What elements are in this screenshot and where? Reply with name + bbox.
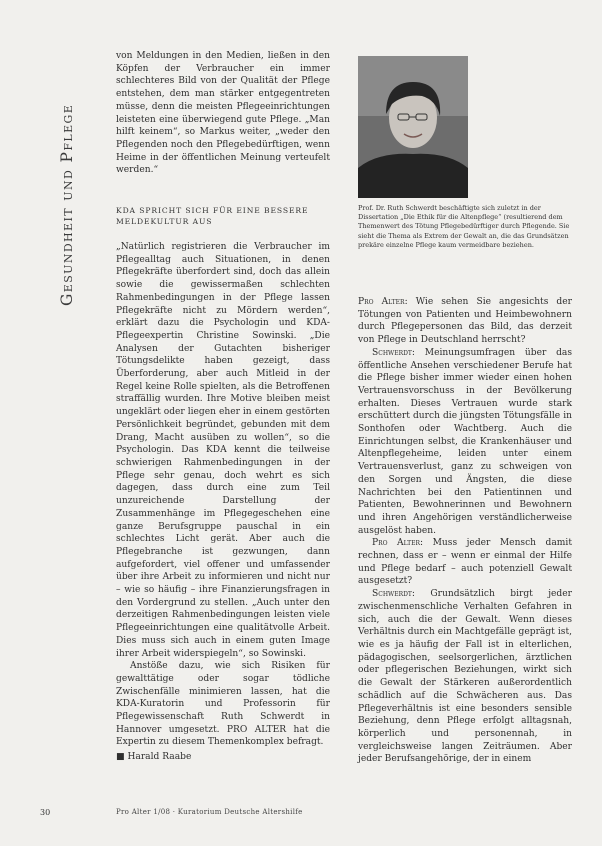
left-column <box>116 50 330 764</box>
side-title <box>58 66 98 306</box>
portrait-photo <box>358 56 468 198</box>
question-1: Wie sehen Sie angesichts der Tötungen von Patienten und Heimbewohnern durch Pflegepersonen das Bild, das derzeit von Pflege in Deutschland herrscht? <box>358 297 572 346</box>
page-number: 30 <box>40 808 51 817</box>
body-paragraph-1: „Natürlich registrieren die Verbraucher im Pflegealltag auch Situationen, in denen Pflegekräfte überfordert sind, doch das allein sowie die gewissermaßen schlechten Rahmenbedingungen in der Pflege lassen Pflegekräfte nicht zu Mördern werden“, erklärt dazu die Psychologin und KDA-Pflegeexpertin Christine Sowinski. „Die Analysen der Gutachten bisheriger Tötungsdelikte haben gezeigt, dass Überforderung, aber auch Mitleid in der Regel keine Rolle spielten, als die Betroffenen straffällig wurden. Ihre Motive bleiben meist ungeklärt oder liegen eher in einem gestörten Persönlichkeit begründet, gebunden mit dem Drang, Macht ausüben zu wollen“, so die Psychologin. Das KDA kennt die teilweise schwierigen Rahmenbedingungen in der Pflege sehr genau, doch wehrt es sich dagegen, dass durch eine zum Teil unzureichende Darstellung der Zusammenhänge im Pflegegeschehen eine ganze Berufsgruppe pauschal in ein schlechtes Licht gerät. Aber auch die Pflegebranche ist gezwungen, dann aufgefordert, viel offener und umfassender über ihre Arbeit zu informieren und nicht nur – wie so häufig – ihre Finanzierungsfragen in den Vordergrund zu stellen. „Auch unter den derzeitigen Rahmenbedingungen leisten viele Pflegeeinrichtungen eine qualitätvolle Arbeit. Dies muss sich auch in einem guten Image ihrer Arbeit widerspiegeln“, so Sowinski. <box>116 242 330 659</box>
answer-2: Grundsätzlich birgt jeder zwischenmenschliche Verhalten Gefahren in sich, auch die der Gewalt. Wenn dieses Verhältnis durch ein Machtgefälle geprägt ist, wie es ja häufig der Fall ist in elterlichen, pädagogischen, seelsorgerlichen, ärztlichen oder pflegerischen Beziehungen, wirkt sich die Gewalt der Stärkeren außerordentlich schädlich auf die Schwächeren aus. Das Pflegeverhältnis ist eine besonders sensible Beziehung, denn Pflege erfolgt alltagsnah, körperlich und personennah, in vergleichsweise langen Zeiträumen. Aber jeder Berufsangehörige, der in einem <box>358 589 572 765</box>
body-paragraph-2: Anstöße dazu, wie sich Risiken für gewalttätige oder sogar tödliche Zwischenfälle minimieren lassen, hat die KDA-Kuratorin und Professorin für Pflegewissenschaft Ruth Schwerdt in Hannover umgesetzt. PRO ALTER hat die Expertin zu diesem Themenkomplex befragt. <box>116 661 330 748</box>
question-1-lead: Pro Alter: <box>358 297 408 307</box>
answer-1-lead: Schwerdt: <box>372 347 415 358</box>
photo-caption: Prof. Dr. Ruth Schwerdt beschäftigte sich zuletzt in der Dissertation „Die Ethik für die Altenpflege“ (resultierend dem Themenwert des Tötung Pflegebedürftiger durch Pflegende. Sie sieht die Thema als Extrem der Gewalt an, die das Grundsätzen prekäre einzelne Pflege kaum vermeidbare beziehen. <box>358 204 570 249</box>
right-column <box>358 296 572 766</box>
question-2-lead: Pro Alter: <box>372 538 424 549</box>
footer-text: Pro Alter 1/08 · Kuratorium Deutsche Altershilfe <box>116 808 303 816</box>
author-signature: ■ Harald Raabe <box>116 752 192 763</box>
portrait-image <box>358 56 468 198</box>
side-title-text: Gesundheit und Pflege <box>58 103 76 306</box>
answer-1: Meinungsumfragen über das öffentliche Ansehen verschiedener Berufe hat die Pflege bisher immer wieder einen hohen Vertrauensvorschuss in der Bevölkerung erhalten. Dieses Vertrauen wurde stark erschüttert durch die jüngsten Tötungsfälle in Sonthofen oder Wachtberg. Auch die Einrichtungen selbst, die Krankenhäuser und Altenpflegeheime, leiden unter einem Vertrauensverlust, ganz zu schweigen von den Sorgen und Ängsten, die diese Nachrichten bei den Patientinnen und Patienten, Bewohnerinnen und Bewohnern und ihren Angehörigen verständlicherweise ausgelöst haben. <box>358 347 572 536</box>
question-2: Muss jeder Mensch damit rechnen, dass er – wenn er einmal der Hilfe und Pflege bedarf – auch potenziell Gewalt ausgesetzt? <box>358 538 572 587</box>
intro-paragraph: von Meldungen in den Medien, ließen in den Köpfen der Verbraucher ein immer schlechteres Bild von der Qualität der Pflege entstehen, dem man stärker entgegentreten müsse, denn die meisten Pflegeeinrichtungen leisteten eine überwiegend gute Pflege. „Man hilft keinem“, so Markus weiter, „weder den Pflegenden noch den Pflegebedürftigen, wenn Heime in der öffentlichen Meinung verteufelt werden.“ <box>116 51 330 176</box>
answer-2-lead: Schwerdt: <box>372 589 415 600</box>
section-heading: KDA SPRICHT SICH FÜR EINE BESSERE MELDEKULTUR AUS <box>116 206 309 227</box>
